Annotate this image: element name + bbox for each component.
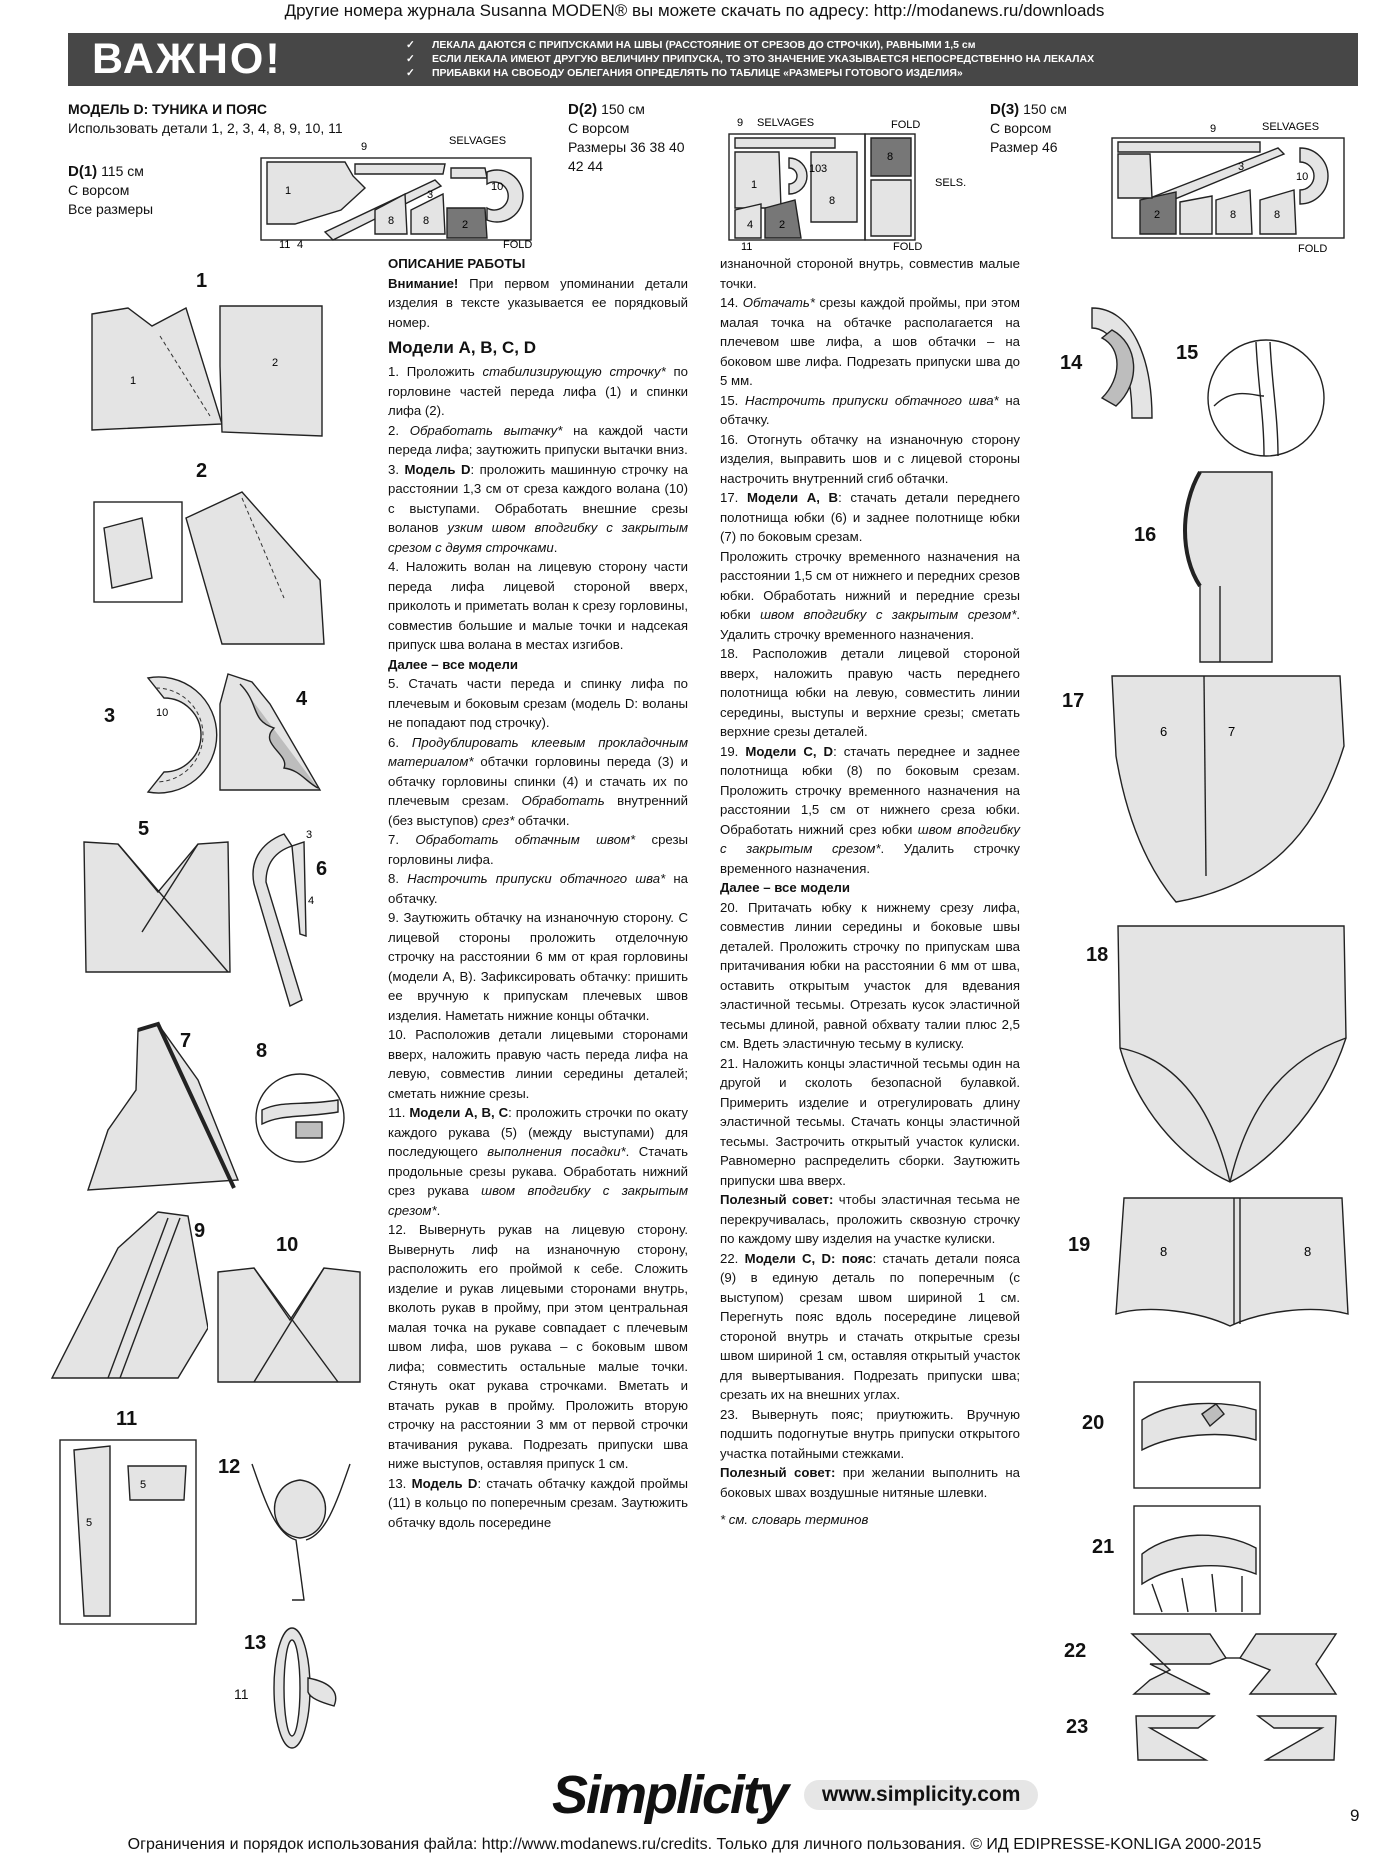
step-text: 22.: [720, 1250, 745, 1266]
step-text: 1. Проложить: [388, 364, 483, 379]
figure-number: 13: [244, 1632, 267, 1654]
model-ref: Модели C, D: [745, 743, 834, 759]
step-text: на обтачку.: [720, 392, 1021, 427]
figure-number: 11: [116, 1408, 138, 1430]
simplicity-logo: Simplicity: [552, 1765, 788, 1825]
d1-sizes: Все размеры: [68, 201, 154, 217]
cutting-layout-d3: [1110, 118, 1360, 258]
figure-number: 12: [218, 1456, 241, 1478]
term-link: Продублировать клеевым прокладочным материалом*: [388, 734, 688, 769]
step-text: : стачать обтачку каждой проймы (11) в кольцо по поперечным срезам. Заутюжить обтачку вдоль посередине: [388, 1475, 689, 1530]
step-text: .: [436, 1202, 441, 1218]
instructions-column-2: [720, 254, 1020, 1530]
d2-nap: С ворсом: [568, 120, 630, 136]
term-link: Настрочить припуски обтачного шва*: [745, 392, 999, 408]
step-text: . Стачать продольные срезы рукава. Обработать нижний срез рукава: [388, 1144, 688, 1198]
figure-number: 8: [256, 1040, 268, 1062]
figure-label: 7: [1228, 724, 1236, 739]
piece-label: 2: [1154, 209, 1161, 221]
figure-number: 3: [104, 705, 116, 727]
piece-label: 1: [285, 185, 292, 197]
d2-label: D(2): [568, 101, 598, 118]
cutting-layout-d1: [255, 128, 540, 250]
figure-12-sleeve-set: [246, 1444, 356, 1604]
banner-line-1: ЛЕКАЛА ДАЮТСЯ С ПРИПУСКАМИ НА ШВЫ (РАССТОЯНИЕ ОТ СРЕЗОВ ДО СТРОЧКИ), РАВНЫМИ 1,5 см: [432, 39, 976, 51]
step-text: 14.: [720, 295, 743, 310]
figure-11-sleeve: [58, 1436, 198, 1626]
step-text: : проложить машинную строчку на расстоянии 1,3 см от среза каждого волана (10) с выступами. Обработать внешние срезы воланов: [388, 461, 688, 535]
piece-label: 9: [361, 141, 368, 153]
figure-number: 18: [1086, 944, 1109, 966]
model-parts: Использовать детали 1, 2, 3, 4, 8, 9, 10, 11: [68, 120, 343, 136]
term-link: Обтачать*: [742, 295, 815, 310]
figure-22-belt-seam: [1130, 1630, 1340, 1700]
figure-label: 10: [156, 707, 169, 719]
term-link: Обработать обтачным швом*: [415, 832, 636, 847]
step-text: : стачать детали переднего полотнища юбки (6) и заднее полотнище юбки (7) по боковым срезам.: [720, 490, 1020, 544]
usage-restrictions-note: Ограничения и порядок использования файла: http://www.modanews.ru/credits. Только для личного пользования. © ИД EDIPRESSE-KONLIGA 2000-2015: [127, 1836, 1262, 1853]
d2-sizes: Размеры 36 38 40: [568, 139, 685, 155]
figure-2-dart: [92, 488, 332, 648]
instructions-column-1: [388, 254, 688, 1532]
step-text: срезы каждой проймы, при этом малая точка на обтачке располагается на плечевом шве лифа, а шов обтачки – на боковом шве лифа. Подрезать припуски шва до 5 мм.: [720, 295, 1020, 388]
piece-label: 8: [829, 195, 836, 207]
step-text: 16. Отогнуть обтачку на изнаночную сторону изделия, выправить шов и с лицевой стороны настрочить внутренний сгиб обтачки.: [720, 431, 1020, 486]
check-icon: ✓: [406, 53, 415, 65]
figure-number: 22: [1064, 1640, 1087, 1662]
piece-label: 2: [779, 219, 786, 231]
step-text: изнаночной стороной внутрь, совместив малые точки.: [720, 256, 1020, 291]
banner-line-2: ЕСЛИ ЛЕКАЛА ИМЕЮТ ДРУГУЮ ВЕЛИЧИНУ ПРИПУСКА, ТО ЭТО ЗНАЧЕНИЕ УКАЗЫВАЕТСЯ НЕПОСРЕДСТВЕННО НА ЛЕКАЛАХ: [432, 53, 1095, 65]
figure-number: 7: [180, 1030, 192, 1052]
d2-sizes-2: 42 44: [568, 158, 604, 174]
piece-label: 4: [747, 219, 754, 231]
piece-label: 1: [751, 179, 758, 191]
footnote: * см. словарь терминов: [720, 1512, 869, 1527]
important-banner: [68, 33, 1358, 86]
figure-number: 17: [1062, 690, 1085, 712]
term-link: выполнения посадки*: [487, 1144, 626, 1159]
step-text: на обтачку.: [388, 871, 688, 906]
term-link: срез*: [481, 812, 515, 828]
d3-sizes: Размер 46: [990, 139, 1058, 155]
layout-selvages-label: SELVAGES: [1262, 121, 1320, 133]
figure-23-belt-finished: [1134, 1712, 1338, 1764]
term-link: стабилизирующую строчку*: [482, 364, 666, 379]
page-number: 9: [1350, 1806, 1360, 1825]
step-text: обтачки.: [514, 812, 570, 828]
check-icon: ✓: [406, 39, 415, 51]
figure-label: 1: [130, 375, 137, 387]
step-text: обтачки горловины переда (3) и обтачку горловины спинки (4) и стачать их по плечевым срезам.: [388, 754, 688, 808]
simplicity-website-link[interactable]: www.simplicity.com: [804, 1780, 1038, 1810]
layout-selvages-label: SELVAGES: [449, 135, 507, 147]
step-text: . Удалить строчку временного назначения.: [720, 607, 1020, 642]
figure-20-casing: [1132, 1380, 1262, 1490]
figure-5-bodice-joined: [78, 832, 238, 984]
step-text: : проложить строчки по окату каждого рукава (5) (между выступами) для последующего: [388, 1105, 688, 1159]
piece-label: 8: [388, 215, 395, 227]
cutting-layout-d2: [725, 112, 990, 250]
step-text: .: [553, 539, 558, 555]
piece-label: 3: [1238, 161, 1245, 173]
layout-d3-info: [990, 100, 1067, 157]
figure-label: 11: [234, 1686, 249, 1702]
figure-number: 10: [276, 1234, 299, 1256]
step-text: 5. Стачать части переда и спинку лифа по плечевым и боковым срезам (модель D: воланы не попадают под строчку).: [388, 676, 688, 730]
attention-label: Внимание!: [388, 275, 459, 291]
figure-4-bodice-ruffle: [210, 664, 330, 804]
figure-label: 4: [308, 895, 315, 907]
model-ref: Модели A, B, C: [409, 1105, 509, 1120]
figure-number: 9: [194, 1220, 206, 1242]
piece-label: 9: [1210, 123, 1217, 135]
figure-14-armhole: [1082, 298, 1162, 422]
tip-text: чтобы эластичная тесьма не перекручивалась, проложить сквозную строчку по каждому шву изделия на участке кулиски.: [720, 1192, 1020, 1246]
figure-number: 16: [1134, 524, 1157, 546]
figure-number: 6: [316, 858, 328, 880]
step-text: 15.: [720, 392, 746, 408]
banner-title: ВАЖНО!: [92, 35, 282, 83]
step-text: 19.: [720, 743, 746, 759]
step-text: 7.: [388, 832, 416, 847]
figure-number: 14: [1060, 352, 1083, 374]
step-text: 21. Наложить концы эластичной тесьмы один на другой и сколоть безопасной булавкой. Примерить изделие и отрегулировать длину эластичной тесьмы. Стачать концы эластичной тесьмы. Застрочить открытый участок кулиски. Равномерно распределить сборки. Заутюжить припуски шва вверх.: [720, 1055, 1020, 1188]
figure-19-skirt-sides: [1110, 1194, 1354, 1332]
banner-lines: [406, 38, 1094, 80]
figure-7-neckline: [78, 1020, 248, 1198]
step-text: 12. Вывернуть рукав на лицевую сторону. Вывернуть лиф на изнаночную сторону, расположить его проймой к себе. Сложить изделие и рукав лицевыми сторонами внутрь, вколоть рукав в пройму, при этом центральная малая точка на рукаве совпадает с плечевым швом лифа, шов рукава – с боковым швом лифа; совместить остальные малые точки. Стянуть окат рукава строчками. Вметать и втачать рукав в пройму. Проложить вторую строчку на расстоянии 3 мм от первой строчки втачивания рукава. Подрезать припуски шва ниже выступов, оставляя припуск 1 см.: [388, 1222, 688, 1471]
figure-label: 6: [1160, 724, 1168, 739]
figure-10-bodice-overlap: [214, 1260, 364, 1390]
step-text: по горловине частей переда лифа (1) и спинки лифа (2).: [388, 364, 688, 418]
piece-label: 9: [737, 117, 744, 129]
piece-label: 3: [821, 163, 828, 175]
model-ref: Модель D: [404, 461, 471, 477]
step-text: 18. Расположив детали лицевой стороной вверх, наложить правую часть переднего полотнища юбки на левую, совместить линии середины, выступы и верхние срезы; сметать верхние срезы деталей.: [720, 646, 1020, 739]
layout-fold-label: FOLD: [891, 119, 921, 131]
banner-line-3: ПРИБАВКИ НА СВОБОДУ ОБЛЕГАНИЯ ОПРЕДЕЛЯТЬ ПО ТАБЛИЦЕ «РАЗМЕРЫ ГОТОВОГО ИЗДЕЛИЯ»: [432, 67, 963, 79]
step-text: 23. Вывернуть пояс; приутюжить. Вручную подшить подогнутые внутрь припуски открытого участка потайными стежками.: [720, 1406, 1020, 1461]
step-text: 13.: [388, 1475, 412, 1491]
figure-number: 15: [1176, 342, 1199, 364]
figure-21-elastic: [1132, 1504, 1262, 1616]
piece-label: 10: [491, 181, 504, 193]
figure-label: 2: [272, 357, 279, 369]
piece-label: 4: [297, 239, 304, 250]
layout-d2-info: [568, 100, 685, 176]
figure-number: 23: [1066, 1716, 1089, 1738]
figure-label: 3: [306, 829, 313, 841]
piece-label: 11: [741, 241, 753, 250]
section-heading: Далее – все модели: [388, 656, 519, 672]
model-ref: Модели C, D: пояс: [744, 1250, 873, 1266]
step-text: 3.: [388, 461, 405, 477]
figure-number: 4: [296, 688, 308, 710]
step-text: : стачать переднее и заднее полотнища юбки (8) по боковым срезам. Проложить строчку временного назначения на расстоянии 1,5 см от нижнего среза юбки. Обработать нижний срез юбки: [720, 743, 1020, 837]
tip-text: при желании выполнить на боковых швах воздушные нитяные шлевки.: [720, 1465, 1020, 1500]
term-link: швом вподгибку с закрытым срезом*: [760, 607, 1017, 622]
step-text: 2.: [388, 422, 410, 438]
term-link: Обработать вытачку*: [409, 422, 563, 438]
step-text: 20. Притачать юбку к нижнему срезу лифа, совместив линии середины и боковые швы деталей. Проложить строчку по припускам шва притачивания юбки на расстоянии 6 мм от шва, оставить открытым участок для вдевания эластичной тесьмы. Отрезать кусок эластичной тесьмы длиной, равной обхвату талии плюс 2,5 см. Вдеть эластичную тесьму в кулиску.: [720, 899, 1020, 1051]
d2-width: 150 см: [601, 101, 645, 117]
d3-width: 150 см: [1023, 101, 1067, 117]
step-text: : стачать детали пояса (9) в единую деталь по поперечным (с выступом) срезам швом шириной 1 см. Перегнуть пояс вдоль посередине лицевой стороной внутрь и стачать открытые срезы швом шириной 1 см, оставляя открытый участок для вывертывания. Подрезать припуски шва; срезать их на внешних углах.: [720, 1250, 1021, 1402]
step-text: . Удалить строчку временного назначения.: [720, 841, 1020, 876]
piece-label: 10: [809, 163, 822, 175]
attention-text: При первом упоминании детали изделия в тексте указывается ее порядковый номер.: [388, 275, 688, 330]
step-text: на каждой части переда лифа; заутюжить припуски вытачки вниз.: [388, 422, 688, 457]
figure-label: 8: [1160, 1244, 1168, 1259]
figure-6-facing: [244, 824, 324, 1014]
figure-9-facing-hand: [48, 1208, 208, 1388]
layout-d1-info: [68, 162, 153, 219]
layout-fold-label: FOLD: [503, 239, 533, 250]
piece-label: 8: [1274, 209, 1281, 221]
piece-label: 8: [423, 215, 430, 227]
step-text: 17.: [720, 490, 747, 505]
d1-width: 115 см: [101, 163, 144, 179]
step-text: внутренний (без выступов): [388, 793, 688, 828]
model-title: МОДЕЛЬ D: ТУНИКА И ПОЯС: [68, 101, 267, 117]
figure-8-detail: [252, 1070, 348, 1166]
section-heading: ОПИСАНИЕ РАБОТЫ: [388, 256, 526, 271]
figure-13-armhole-facing: [250, 1622, 360, 1754]
figure-1-bodice: [82, 296, 332, 452]
piece-label: 10: [1296, 171, 1309, 183]
layout-sels-label: SELS.: [935, 177, 967, 189]
step-text: 4. Наложить волан на лицевую сторону части переда лифа лицевой стороной вверх, приколоть и приметать волан к срезу горловины, совместив большие и малые точки и надсекая припуск шва волана в местах изгибов.: [388, 559, 688, 652]
term-link: швом вподгибку с закрытым срезом*: [388, 1183, 688, 1218]
piece-label: 11: [279, 239, 291, 250]
figure-15-seam-detail: [1204, 336, 1334, 462]
models-heading: Модели A, B, C, D: [388, 338, 536, 357]
figure-16-armhole-topstitch: [1160, 466, 1280, 668]
piece-label: 2: [462, 219, 469, 231]
step-text: 10. Расположив детали лицевыми сторонами вверх, наложить правую часть переда лифа на левую, совместив линии середины деталей; сметать нижние срезы.: [388, 1027, 688, 1101]
d3-label: D(3): [990, 101, 1020, 118]
step-text: 6.: [388, 734, 412, 750]
d1-nap: С ворсом: [68, 182, 130, 198]
layout-fold-label: FOLD: [893, 241, 923, 250]
figure-3-ruffle: [120, 664, 220, 804]
piece-label: 8: [1230, 209, 1237, 221]
figure-label: 5: [86, 1517, 93, 1529]
section-heading: Далее – все модели: [720, 880, 851, 895]
piece-label: 8: [887, 151, 894, 163]
d3-nap: С ворсом: [990, 120, 1052, 136]
step-text: 9. Заутюжить обтачку на изнаночную сторону. С лицевой стороны проложить отделочную строчку на расстоянии 6 мм от края горловины (модели A, B). Зафиксировать обтачку: пришить ее вручную к припускам плечевых швов изделия. Наметать нижние концы обтачки.: [388, 910, 688, 1023]
step-text: 11.: [388, 1105, 410, 1120]
step-text: срезы горловины лифа.: [388, 832, 688, 867]
term-link: Обработать: [521, 793, 605, 808]
figure-label: 8: [1304, 1244, 1312, 1259]
figure-18-skirt-overlap: [1110, 918, 1354, 1188]
layout-fold-label: FOLD: [1298, 243, 1328, 255]
check-icon: ✓: [406, 67, 415, 79]
model-ref: Модель D: [411, 1475, 478, 1491]
tip-label: Полезный совет:: [720, 1192, 834, 1207]
tip-label: Полезный совет:: [720, 1465, 836, 1480]
figure-number: 2: [196, 460, 208, 482]
term-link: швом вподгибку с закрытым срезом*: [720, 821, 1020, 856]
top-download-note: Другие номера журнала Susanna MODEN® вы можете скачать по адресу: http://modanews.ru/downloads: [284, 1, 1105, 20]
d1-label: D(1): [68, 163, 98, 180]
figure-number: 20: [1082, 1412, 1105, 1434]
term-link: Настрочить припуски обтачного шва*: [407, 871, 666, 886]
piece-label: 3: [427, 189, 434, 201]
step-text: Проложить строчку временного назначения на расстоянии 1,5 см от нижнего и передних срезов юбки. Обработать нижний и передние срезы юбки: [720, 548, 1020, 622]
step-text: 8.: [388, 871, 408, 886]
term-link: узким швом вподгибку с закрытым срезом с двумя строчками: [388, 520, 688, 555]
figure-number: 5: [138, 818, 150, 840]
model-ref: Модели A, B: [747, 490, 839, 505]
layout-selvages-label: SELVAGES: [757, 117, 815, 129]
figure-number: 1: [196, 270, 208, 292]
figure-label: 5: [140, 1479, 147, 1491]
figure-number: 19: [1068, 1234, 1091, 1256]
figure-17-skirt: [1096, 666, 1356, 906]
figure-number: 21: [1092, 1536, 1115, 1558]
